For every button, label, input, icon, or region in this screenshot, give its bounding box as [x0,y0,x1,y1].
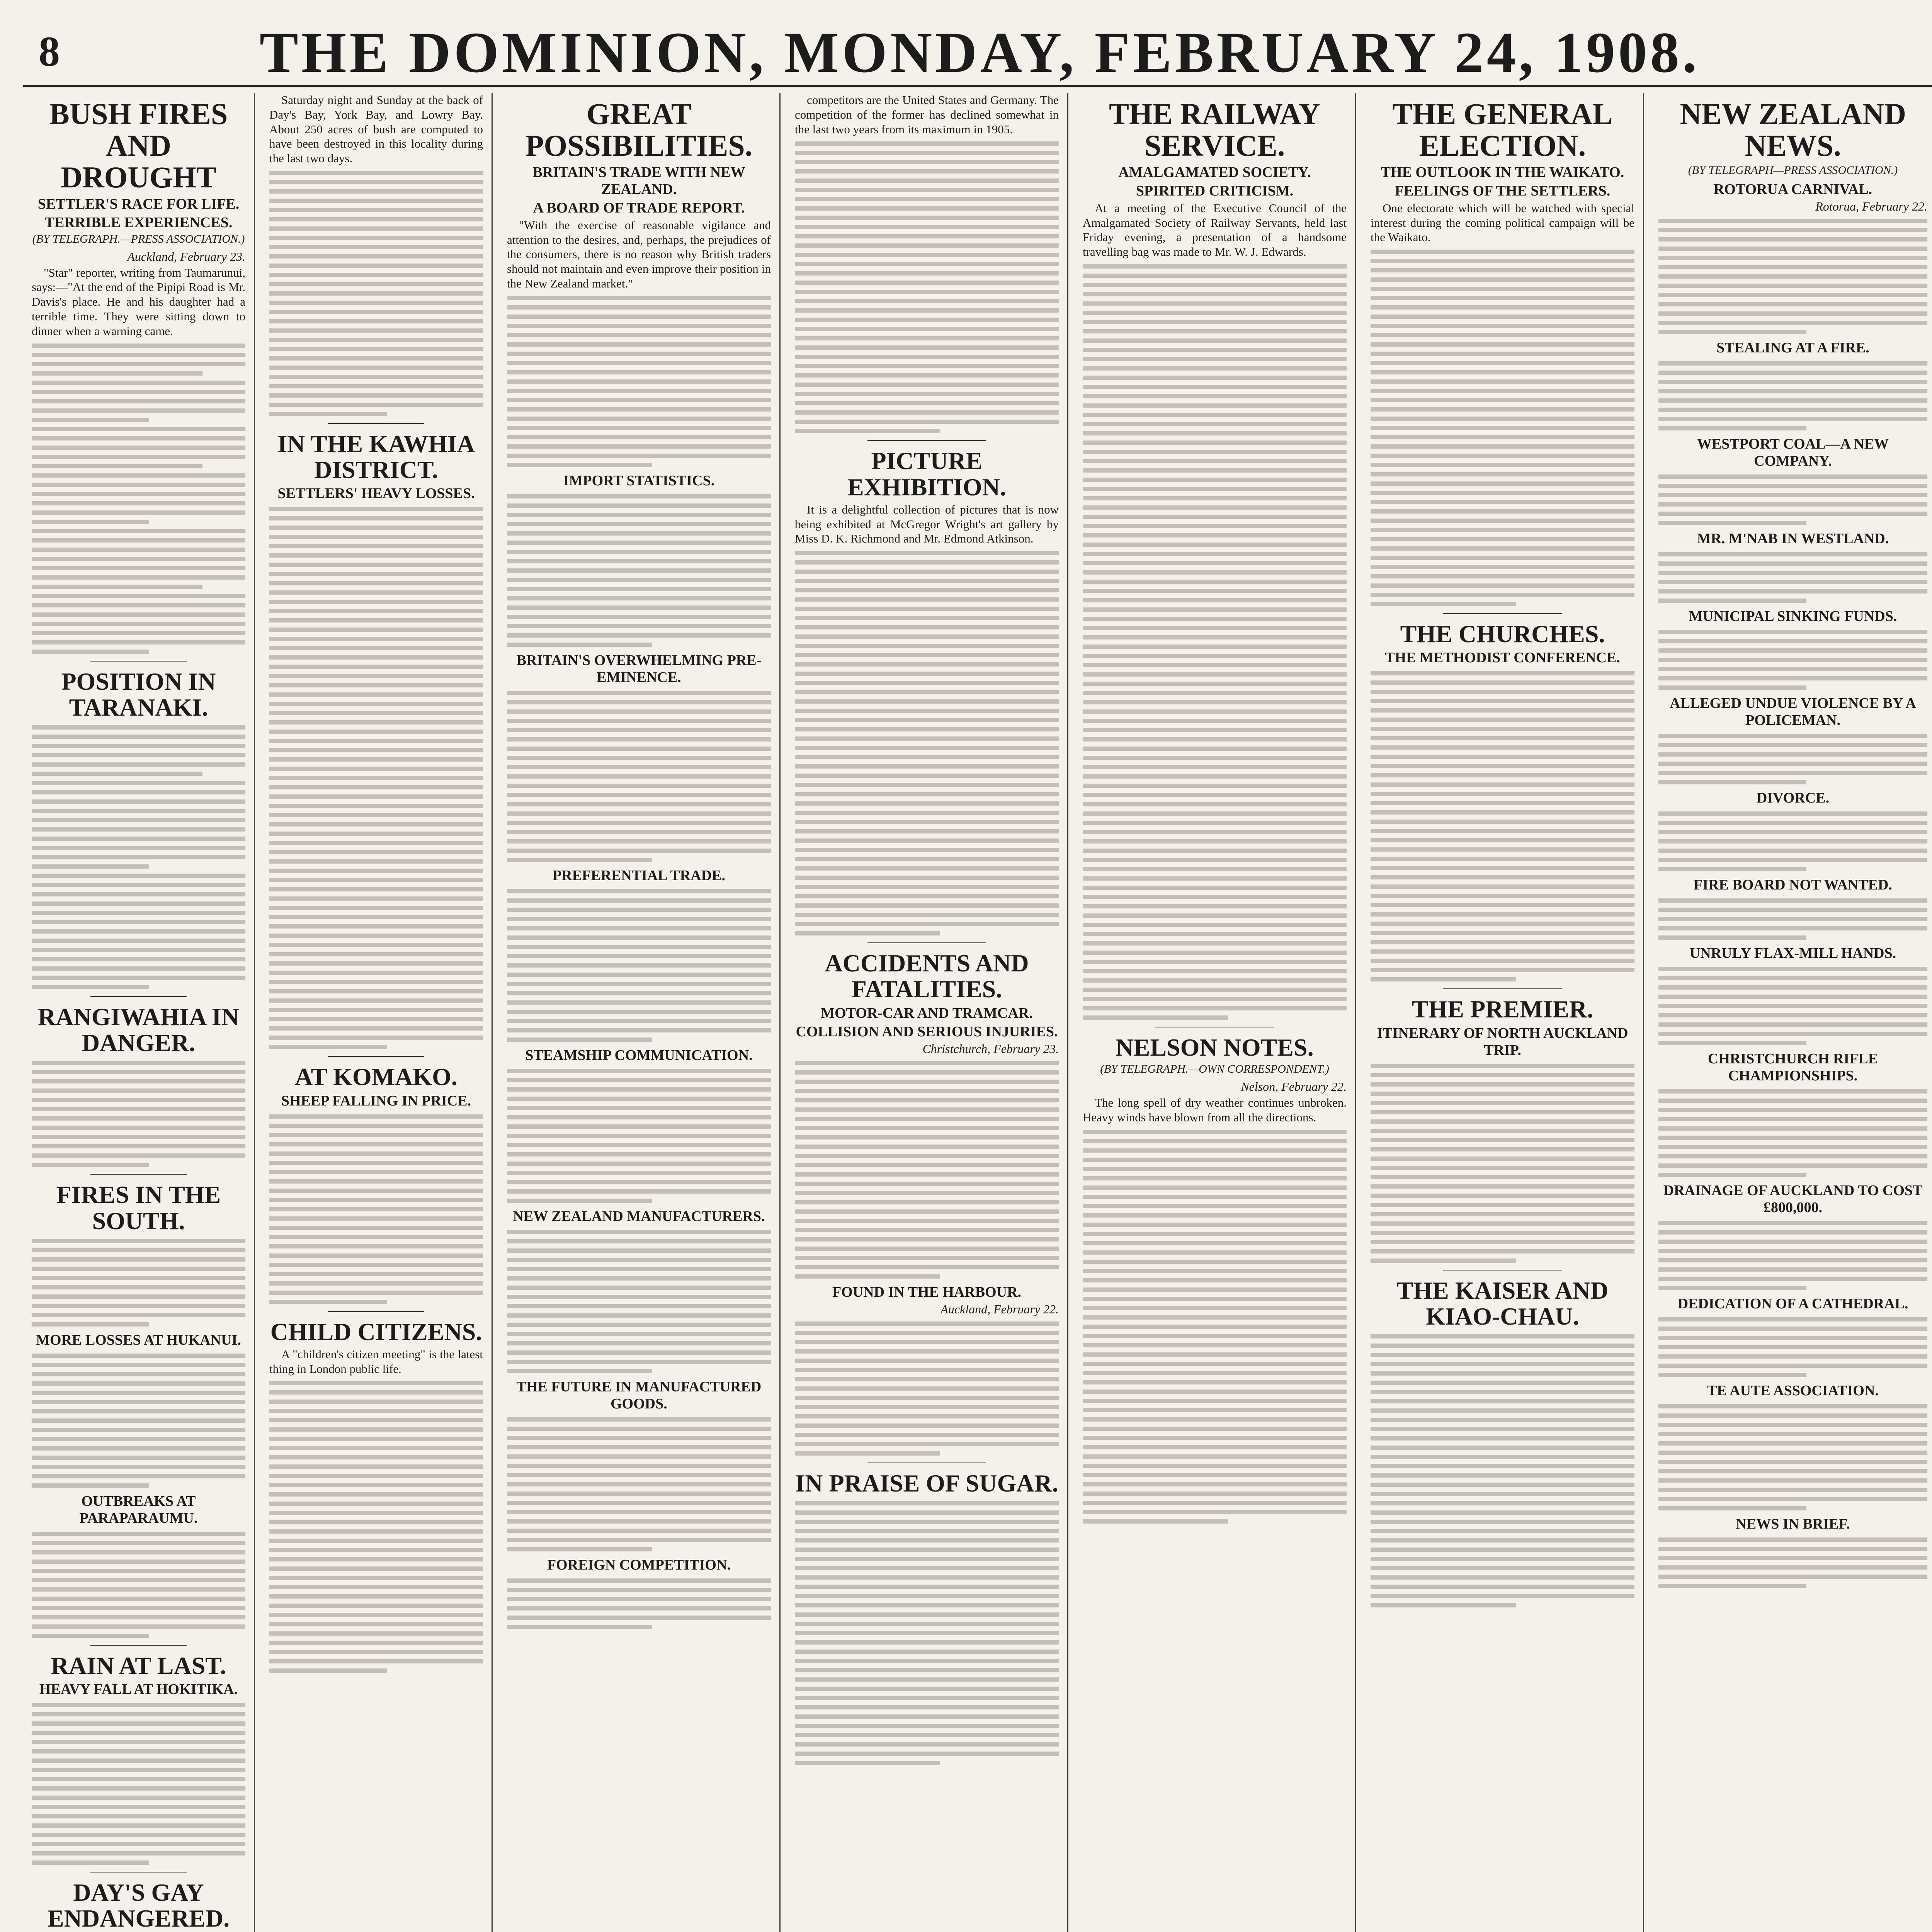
article-text-block [795,1321,1059,1456]
headline-great-possibilities: GREAT POSSIBILITIES. [525,97,753,162]
subhead: FOREIGN COMPETITION. [547,1556,731,1573]
subhead: WESTPORT COAL—A NEW COMPANY. [1697,435,1889,469]
divider [90,1645,187,1646]
divider [328,1056,424,1057]
article-text: A "children's citizen meeting" is the latest thing in London public life. [269,1347,483,1376]
column-3 [498,93,781,1932]
subhead: OUTBREAKS AT PARAPARAUMU. [79,1493,198,1526]
dateline: Auckland, February 23. [127,249,245,264]
headline-railway-service: THE RAILWAY SERVICE. [1109,97,1320,162]
divider [328,423,424,424]
headline-general-election: THE GENERAL ELECTION. [1392,97,1613,162]
article-text-block [1658,1317,1927,1377]
article-text: At a meeting of the Executive Council of the Amalgamated Society of Railway Servants, held last Friday evening, a presentation of a handsome travelling bag was made to Mr. W. J. Edwards. [1083,201,1347,259]
columns [23,93,1932,1932]
article-text: "Star" reporter, writing from Taumarunui, says:—"At the end of the Pipipi Road is Mr. Davis's place. He and his daughter had a terrible time. They were sitting down to dinner when a warning came. [32,265,245,338]
subhead: MORE LOSSES AT HUKANUI. [36,1332,241,1348]
article-text: "With the exercise of reasonable vigilance and attention to the desires, and, perhaps, the prejudices of the consumers, there is no reason why British traders should not maintain and even improve their position in the New Zealand market." [507,218,771,291]
headline: IN PRAISE OF SUGAR. [795,1469,1058,1497]
article-text-block [269,507,483,1049]
subhead: THE FUTURE IN MANUFACTURED GOODS. [516,1378,762,1412]
subhead: STEALING AT A FIRE. [1716,339,1869,356]
subhead: ROTORUA CARNIVAL. [1713,181,1872,197]
article-text-block [1658,1221,1927,1290]
headline: CHILD CITIZENS. [270,1318,482,1345]
subhead: SETTLER'S RACE FOR LIFE. [37,196,240,212]
headline: RANGIWAHIA IN DANGER. [38,1003,239,1057]
dateline: Christchurch, February 23. [922,1041,1059,1056]
article-text-block [1658,811,1927,871]
article-text-block [1658,361,1927,430]
article-text-block [32,1532,245,1638]
headline: THE CHURCHES. [1400,620,1605,648]
article-text-block [507,889,771,1042]
headline: ACCIDENTS AND FATALITIES. [825,949,1029,1003]
headline: IN THE KAWHIA DISTRICT. [277,430,475,484]
dateline: Rotorua, February 22. [1815,199,1927,213]
subhead: PREFERENTIAL TRADE. [553,867,725,884]
article-text-block [1658,1404,1927,1510]
article-text-block [795,141,1059,433]
article-text-block [1658,1089,1927,1177]
subhead: DEDICATION OF A CATHEDRAL. [1677,1295,1908,1312]
divider [90,661,187,662]
subhead: CHRISTCHURCH RIFLE CHAMPIONSHIPS. [1708,1050,1878,1084]
column-2 [261,93,493,1932]
divider [867,440,986,441]
masthead [23,15,1932,87]
subhead: COLLISION AND SERIOUS INJURIES. [796,1023,1058,1040]
article-text-block [269,1114,483,1304]
subhead: SPIRITED CRITICISM. [1136,182,1294,199]
article-text-block [507,296,771,467]
article-text-block [32,1703,245,1865]
article-text-block [1658,967,1927,1045]
subhead: DIVORCE. [1756,789,1830,806]
article-text: competitors are the United States and Germany. The competition of the former has declined somewhat in the last two years from its maximum in 1905. [795,93,1059,136]
article-text-block [1658,898,1927,940]
article-text-block [269,1381,483,1673]
headline: THE PREMIER. [1412,995,1594,1023]
subhead: HEAVY FALL AT HOKITIKA. [39,1681,238,1698]
headline: POSITION IN TARANAKI. [61,667,216,721]
column-4 [786,93,1068,1932]
divider [1443,613,1562,614]
article-text-block [1658,1537,1927,1588]
headline-bush-fires: BUSH FIRES AND DROUGHT [49,97,228,194]
article-text-block [795,551,1059,935]
dateline: Auckland, February 22. [940,1302,1059,1316]
subhead: ALLEGED UNDUE VIOLENCE BY A POLICEMAN. [1670,695,1916,728]
subhead: DRAINAGE OF AUCKLAND TO COST £800,000. [1663,1182,1923,1216]
subhead: NEW ZEALAND MANUFACTURERS. [513,1208,765,1225]
column-6 [1362,93,1644,1932]
article-text: The long spell of dry weather continues unbroken. Heavy winds have blown from all the directions. [1083,1096,1347,1124]
article-text-block [1658,474,1927,525]
headline: THE KAISER AND KIAO-CHAU. [1396,1276,1609,1330]
subhead: FIRE BOARD NOT WANTED. [1694,876,1892,893]
article-text-block [507,494,771,647]
article-text-block [507,1230,771,1373]
subhead: IMPORT STATISTICS. [563,472,715,489]
subhead: ITINERARY OF NORTH AUCKLAND TRIP. [1377,1025,1628,1058]
article-text-block [1371,250,1634,606]
subhead: BRITAIN'S OVERWHELMING PRE-EMINENCE. [516,652,762,685]
article-text-block [1371,671,1634,981]
article-text-block [1658,552,1927,603]
article-text-block [507,1578,771,1629]
subhead: MOTOR-CAR AND TRAMCAR. [821,1005,1033,1021]
subhead: STEAMSHIP COMMUNICATION. [525,1047,753,1063]
article-text-block [507,1417,771,1551]
dateline: Nelson, February 22. [1241,1080,1347,1094]
headline-new-zealand-news: NEW ZEALAND NEWS. [1680,97,1906,162]
subhead: UNRULY FLAX-MILL HANDS. [1689,945,1896,961]
headline: FIRES IN THE SOUTH. [56,1181,221,1235]
column-7 [1650,93,1932,1932]
article-text-block [1658,219,1927,334]
subhead: TERRIBLE EXPERIENCES. [44,214,233,231]
subhead: A BOARD OF TRADE REPORT. [533,199,745,216]
column-1 [23,93,255,1932]
article-text-block [1371,1334,1634,1607]
page-number: 8 [39,28,60,75]
subhead: BRITAIN'S TRADE WITH NEW ZEALAND. [532,164,745,197]
subhead: THE OUTLOOK IN THE WAIKATO. [1381,164,1624,180]
column-5 [1074,93,1356,1932]
article-text-block [507,1069,771,1203]
subhead: TE AUTE ASSOCIATION. [1707,1382,1879,1399]
subhead: MR. M'NAB IN WESTLAND. [1697,530,1889,547]
article-text-block [795,1501,1059,1765]
headline: DAY'S GAY ENDANGERED. [47,1879,230,1932]
article-text-block [32,725,245,989]
subhead: THE METHODIST CONFERENCE. [1385,650,1620,666]
article-text-block [269,171,483,416]
subhead: FEELINGS OF THE SETTLERS. [1395,182,1611,199]
divider [867,942,986,943]
byline: (BY TELEGRAPH.—OWN CORRESPONDENT.) [1100,1063,1329,1076]
divider [90,996,187,997]
divider [1443,988,1562,989]
subhead: MUNICIPAL SINKING FUNDS. [1689,608,1897,624]
headline: AT KOMAKO. [295,1063,457,1091]
article-text: Saturday night and Sunday at the back of Day's Bay, York Bay, and Lowry Bay. About 250 acres of bush are computed to have been destroyed in this locality during the last two days. [269,93,483,165]
article-text-block [32,1354,245,1488]
subhead: AMALGAMATED SOCIETY. [1118,164,1311,180]
divider [90,1174,187,1175]
subhead: SETTLERS' HEAVY LOSSES. [277,485,475,502]
divider [328,1311,424,1312]
article-text-block [795,1061,1059,1279]
article-text-block [32,344,245,654]
byline: (BY TELEGRAPH—PRESS ASSOCIATION.) [1688,163,1898,177]
byline: (BY TELEGRAPH.—PRESS ASSOCIATION.) [32,232,245,245]
article-text-block [32,1061,245,1167]
article-text-block [1658,734,1927,784]
article-text-block [507,691,771,862]
headline: RAIN AT LAST. [51,1651,226,1679]
article-text-block [1371,1064,1634,1263]
headline: PICTURE EXHIBITION. [847,447,1006,501]
subhead: NEWS IN BRIEF. [1736,1515,1850,1532]
article-text: It is a delightful collection of pictures that is now being exhibited at McGregor Wright's art gallery by Miss D. K. Richmond and Mr. Edmond Atkinson. [795,502,1059,546]
subhead: FOUND IN THE HARBOUR. [832,1284,1022,1300]
paper-title: THE DOMINION, MONDAY, FEBRUARY 24, 1908. [259,20,1700,85]
article-text-block [1658,630,1927,690]
article-text-block [32,1239,245,1327]
article-text-block [1083,264,1347,1020]
headline: NELSON NOTES. [1116,1034,1314,1061]
article-text-block [1083,1130,1347,1524]
article-text: One electorate which will be watched with special interest during the coming political campaign will be the Waikato. [1371,201,1634,244]
subhead: SHEEP FALLING IN PRICE. [281,1092,471,1109]
